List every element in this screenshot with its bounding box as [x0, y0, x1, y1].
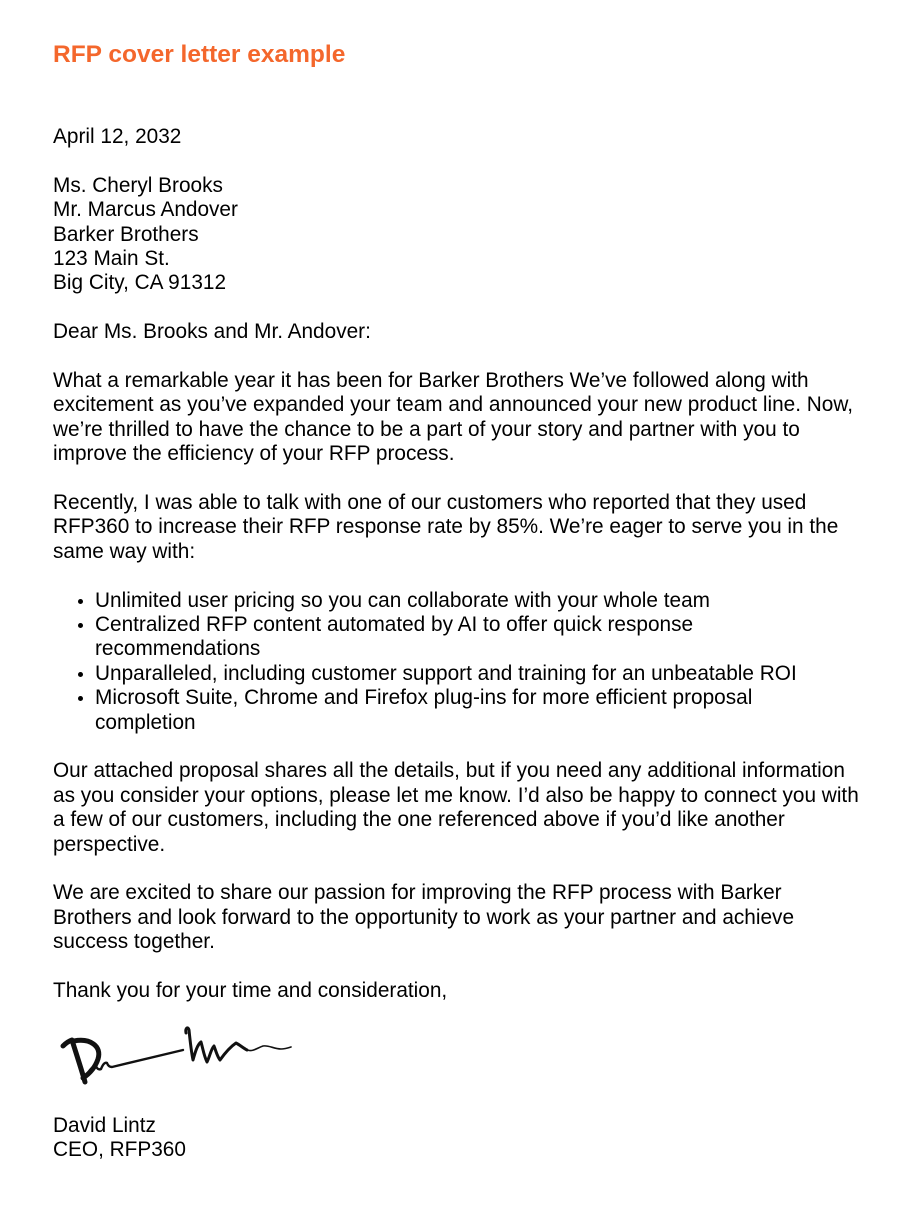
paragraph-intro: What a remarkable year it has been for Barker Brothers We’ve followed along with excitement as you’ve expanded your team and announced your new product line. Now, we’re thrilled to have the chance to be a part of your story and partner with you to improve the efficiency of your RFP process.	[53, 369, 854, 466]
closing-line: Thank you for your time and consideration,	[53, 979, 448, 1003]
page-title: RFP cover letter example	[53, 41, 346, 68]
list-item: Centralized RFP content automated by AI to offer quick response recommendations	[53, 613, 840, 662]
benefits-list	[53, 589, 840, 735]
list-item: Unlimited user pricing so you can collaborate with your whole team	[53, 589, 840, 613]
list-item: Microsoft Suite, Chrome and Firefox plug-ins for more efficient proposal completion	[53, 686, 840, 735]
paragraph-customer-story: Recently, I was able to talk with one of our customers who reported that they used RFP360 to increase their RFP response rate by 85%. We’re eager to serve you in the same way with:	[53, 491, 839, 563]
recipient-line: Mr. Marcus Andover	[53, 198, 238, 222]
salutation: Dear Ms. Brooks and Mr. Andover:	[53, 320, 371, 344]
signature-role: CEO, RFP360	[53, 1137, 186, 1161]
signature-name: David Lintz	[53, 1113, 156, 1137]
recipient-line: Big City, CA 91312	[53, 271, 227, 295]
signature-image	[55, 1016, 295, 1088]
list-item: Unparalleled, including customer support and training for an unbeatable ROI	[53, 662, 840, 686]
recipient-line: Ms. Cheryl Brooks	[53, 173, 223, 197]
paragraph-excited: We are excited to share our passion for improving the RFP process with Barker Brothers and look forward to the opportunity to work as your partner and achieve success together.	[53, 881, 795, 954]
paragraph-proposal: Our attached proposal shares all the details, but if you need any additional information as you consider your options, please let me know. I’d also be happy to connect you with a few of our customers, including the one referenced above if you’d like another perspective.	[53, 759, 859, 856]
recipient-address-block	[53, 174, 865, 296]
letter-date: April 12, 2032	[53, 125, 182, 148]
recipient-line: Barker Brothers	[53, 222, 199, 246]
signature-block	[53, 1114, 865, 1163]
recipient-line: 123 Main St.	[53, 247, 170, 271]
